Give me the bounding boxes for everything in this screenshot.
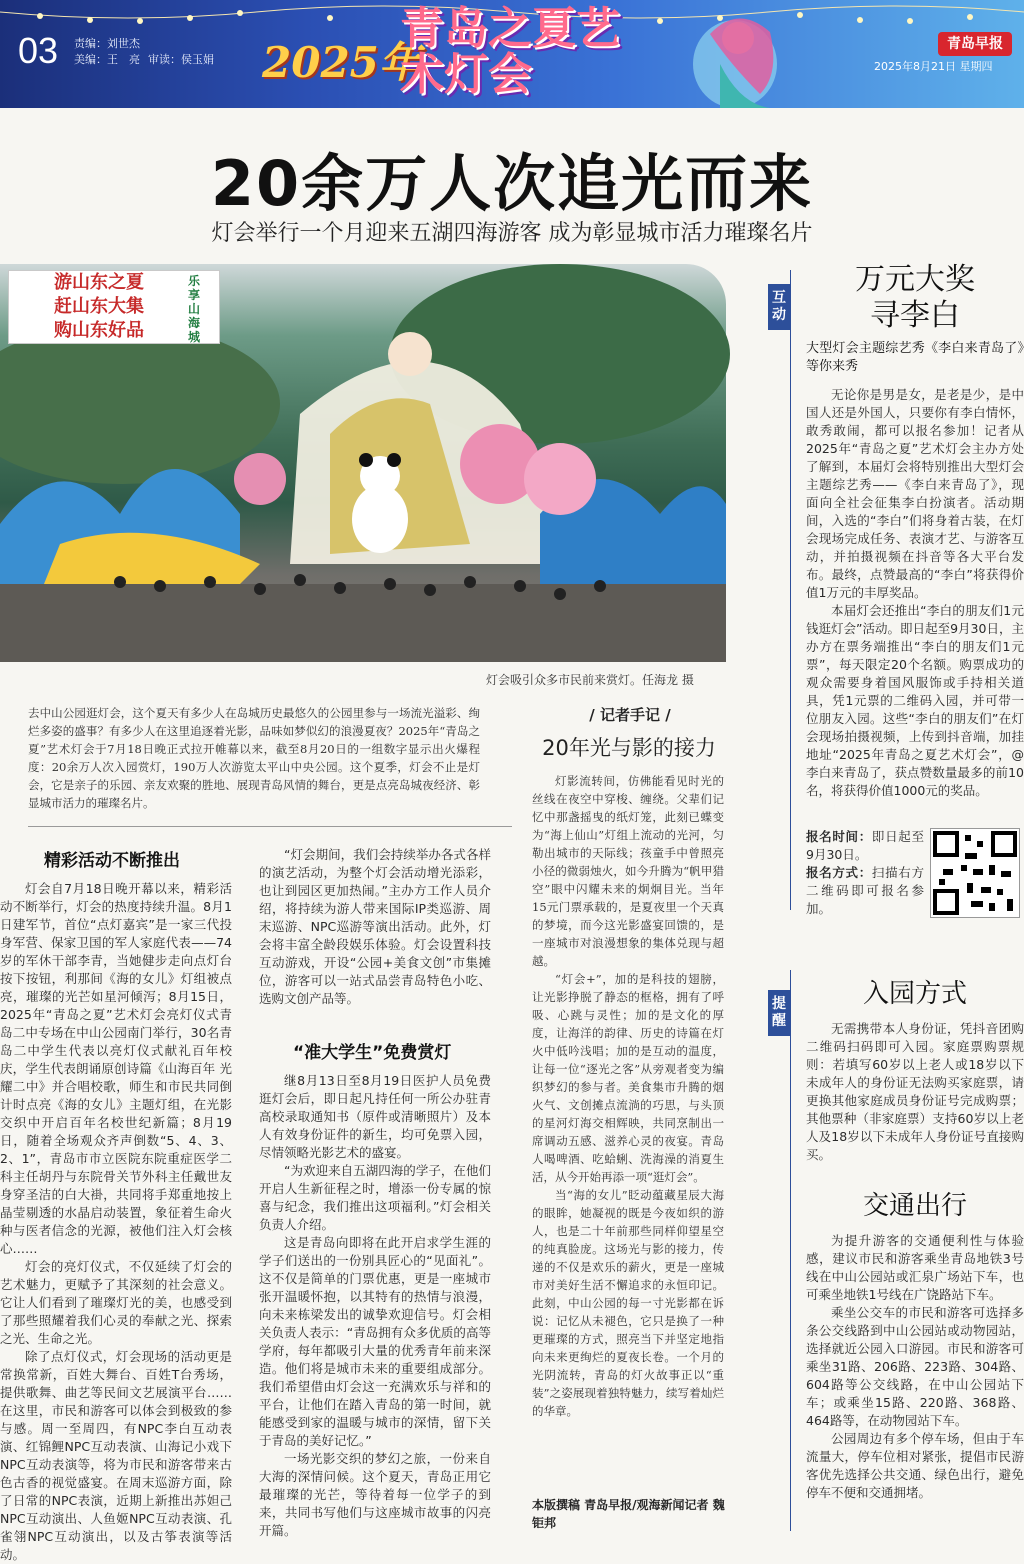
sidebar-title-1-line-2: 寻李白 <box>870 298 960 333</box>
qr-pattern <box>931 829 1019 917</box>
badge-line-1: 游山东之夏 <box>54 272 144 293</box>
sidebar-paragraph-2: 本届灯会还推出“李白的朋友们1元钱逛灯会”活动。即日起至9月30日，主办方在票务端推出“李白的朋友们1元票”，每天限定20个名额。购票成功的观众需要身着国风服饰或手持相关道具，凭1元票的二维码入园，并可带一位朋友入园。这些“李白的朋友们”在灯会现场拍摄视频，上传到抖音端，加挂地址“2025年青岛之夏艺术灯会”，@李白来青岛了，获点赞数量最多的前10名，将获得价值1000元的奖品。 <box>806 603 1024 798</box>
sidebar-tab-reminder: 提醒 <box>768 990 790 1036</box>
editor-credit: 责编：刘世杰 <box>74 37 140 50</box>
notes-paragraph-3: 当“海的女儿”眨动蕴藏星辰大海的眼眸，她凝视的既是今夜如织的游人，也是二十年前那些同样仰望星空的纯真脸庞。这场光与影的接力，传递的不仅是欢乐的薪火，更是一座城市对美好生活不懈追求的永恒印记。此刻，中山公园的每一寸光影都在诉说：记忆从未褪色，它只是换了一种更璀璨的方式，照亮当下并坚定地指向未来更绚烂的夏夜长卷。一个月的光阴流转，青岛的灯火故事正以“重装”之姿展现着独特魅力，续写着灿烂的华章。 <box>532 1188 724 1418</box>
page-subheadline: 灯会举行一个月迎来五湖四海游客 成为彰显城市活力璀璨名片 <box>211 221 813 246</box>
notes-label: / 记者手记 / <box>589 706 671 724</box>
lead-divider <box>28 826 512 827</box>
section-heading-activities: 精彩活动不断推出 <box>44 851 180 871</box>
entry-body <box>806 1020 1024 1182</box>
signup-time-label: 报名时间： <box>806 829 872 844</box>
entry-paragraph: 无需携带本人身份证，凭抖音团购二维码扫码即可入园。家庭票购票规则：若填写60岁以上老人或18岁以下未成年人的身份证无法购买家庭票，请更换其他家庭成员身份证号完成购票；其他票种（非家庭票）支持60岁以上老人及18岁以下未成年人身份证号直接购买。 <box>806 1021 1024 1162</box>
sidebar-title-1-line-1: 万元大奖 <box>855 262 975 297</box>
transport-paragraph-2: 乘坐公交车的市民和游客可选择多条公交线路到中山公园站或动物园站，选择就近公园入口游园。市民和游客可乘坐31路、206路、223路、304路、604路等公交线路，在中山公园站下车；或乘坐15路、220路、368路、464路等，在动物园站下车。 <box>806 1305 1024 1428</box>
sidebar-subtitle-1: 大型灯会主题综艺秀《李白来青岛了》等你来秀 <box>806 341 1024 374</box>
designer-credit: 美编：王 亮 <box>74 53 140 66</box>
sidebar-paragraph-1: 无论你是男是女，是老是少，是中国人还是外国人，只要你有李白情怀，敢秀敢闹，都可以报名参加！记者从2025年“青岛之夏”艺术灯会主办方处了解到，本届灯会将特别推出大型灯会主题综艺秀——《李白来青岛了》，现面向全社会征集李白扮演者。活动期间，入选的“李白”们将身着古装，在灯会现场完成任务、表演才艺、与游客互动，并拍摄视频在抖音等各大平台发布。最终，点赞最高的“李白”将获得价值1万元的丰厚奖品。 <box>806 387 1024 600</box>
lead-paragraph: 去中山公园逛灯会，这个夏天有多少人在岛城历史最悠久的公园里参与一场流光溢彩、绚烂多姿的盛事？有多少人在这里追逐着光影，品味如梦似幻的浪漫夏夜？2025年“青岛之夏”艺术灯会于7月18日晚正式拉开帷幕以来，截至8月20日的一组数字显示出火爆程度：20余万人次入园赏灯，190万人次游览太平山中央公园。这个夏季，灯会不止是灯会，它是亲子的乐园、亲友欢聚的胜地、展现青岛风情的舞台，更是点亮岛城夜经济、彰显城市活力的璀璨名片。 <box>28 706 480 810</box>
transport-paragraph-1: 为提升游客的交通便利性与体验感，建议市民和游客乘坐青岛地铁3号线在中山公园站或汇泉广场站下车，也可乘坐地铁1号线在广饶路站下车。 <box>806 1233 1024 1302</box>
section1-paragraph-3: 除了点灯仪式，灯会现场的活动更是常换常新，百姓大舞台、百姓T台秀场，提供歌舞、曲艺等民间文艺展演平台……在这里，市民和游客可以体会到极致的参与感。周一至周四，有NPC李白互动表演、红锦鲤NPC互动表演、山海记小戏下NPC互动表演等，将为市民和游客带来古色古香的视觉盛宴。在周末巡游方面，除了日常的NPC表演，近期上新推出苏妲己NPC互动演出、人鱼姬NPC互动表演、孔雀翎NPC互动演出，以及古筝表演等活动。 <box>0 1349 232 1562</box>
signup-method-value: 扫描右方二维码即可报名参加。 <box>806 865 924 916</box>
section2-body <box>259 1072 491 1538</box>
sidebar-title-entry: 入园方式 <box>862 979 967 1009</box>
signup-time <box>806 828 924 864</box>
year-logo: 2025年 <box>262 38 421 87</box>
section2-paragraph-2: “为欢迎来自五湖四海的学子，在他们开启人生新征程之时，增添一份专属的惊喜与纪念，我们推出这项福利。”灯会相关负责人介绍。 <box>259 1163 491 1232</box>
section2-paragraph-1: 继8月13日至8月19日医护人员免费逛灯会后，即日起凡持任何一所公办驻青高校录取通知书（原件或清晰照片）及本人有效身份证件的新生，均可免票入园，尽情领略光影艺术的盛宴。 <box>259 1073 491 1160</box>
signup-method-label: 报名方式： <box>806 865 872 880</box>
section1-paragraph-1: 灯会自7月18日晚开幕以来，精彩活动不断举行，灯会的热度持续升温。8月1日建军节，首位“点灯嘉宾”是一家三代投身军营、保家卫国的军人家庭代表——74岁的军休干部李青，当她健步走向点灯台按下按钮，利那间《海的女儿》灯组被点亮，璀璨的光芒如星河倾泻；8月15日，2025年“青岛之夏”艺术灯会亮灯仪式青岛二中专场在中山公园南门举行，30名青岛二中学生代表以亮灯仪式献礼百年校庆，学生代表朗诵原创诗篇《山海百年 光耀二中》并合唱校歌，师生和市民共同倒计时点亮《海的女儿》主题灯组，在光影交织中开启百年名校世纪新篇；8月19日，随着全场观众齐声倒数“5、4、3、2、1”，青岛市市立医院东院重症医学二科主任胡丹与东院骨关节外科主任戴世友身穿圣洁的白大褂，共同将手郑重地按上晶莹剔透的水晶启动装置，象征着生命火种与医者信念的光源，被他们注入灯会核心…… <box>0 881 232 1256</box>
mermaid-illustration <box>660 4 810 108</box>
section1-paragraph-4: “灯会期间，我们会持续举办各式各样的演艺活动，为整个灯会活动增光添彩，也让到园区更加热闹。”主办方工作人员介绍，将持续为游人带来国际IP类巡游、周末巡游、NPC巡游等演出活动。此外，灯会将丰富全龄段娱乐体验。灯会设置科技互动游戏，开设“公园+美食文创”市集摊位，游客可以一站式品尝青岛特色小吃、选购文创产品等。 <box>259 847 491 1006</box>
signup-qr-code[interactable] <box>930 828 1020 918</box>
transport-body <box>806 1232 1024 1531</box>
sidebar-body-1 <box>806 386 1024 816</box>
notes-byline: 本版撰稿 青岛早报/观海新闻记者 魏钜邦 <box>532 1498 725 1530</box>
sidebar-title-transport: 交通出行 <box>862 1191 967 1221</box>
notes-body <box>532 772 724 1492</box>
newspaper-logo: 青岛早报 <box>938 32 1012 56</box>
event-logo: 青岛之夏艺术灯会 <box>400 3 620 100</box>
transport-paragraph-3: 公园周边有多个停车场，但由于车流量大，停车位相对紧张，提倡市民游客优先选择公共交通、绿色出行，避免停车不便和交通拥堵。 <box>806 1431 1024 1500</box>
page-headline: 20余万人次追光而来 <box>210 147 814 220</box>
section1-continued <box>259 846 491 1030</box>
sidebar-divider-1 <box>790 270 791 910</box>
badge-side-text: 乐享山海城 <box>188 274 201 344</box>
notes-paragraph-2: “灯会+”，加的是科技的翅膀，让光影挣脱了静态的框格，拥有了呼吸、心跳与灵性；加的是文化的厚度，让海洋的韵律、历史的诗篇在灯火中低吟浅唱；加的是互动的温度，让每一位“逐光之客”从旁观者变为编织梦幻的参与者。美食集市升腾的烟火气、文创摊点流淌的巧思，与头顶的星河灯海交相辉映，共同烹制出一席调动五感、滋养心灵的夜宴。青岛人喝啤酒、吃蛤蜊、洗海澡的消夏生活，从今开始再添一项“逛灯会”。 <box>532 972 724 1184</box>
signup-method <box>806 864 924 918</box>
section1-paragraph-2: 灯会的亮灯仪式，不仅延续了灯会的艺术魅力，更赋予了其深刻的社会意义。它让人们看到了璀璨灯光的美，也感受到了那些照耀着我们心灵的奉献之光、探索之光、生命之光。 <box>0 1259 232 1346</box>
photo-caption: 灯会吸引众多市民前来赏灯。任海龙 摄 <box>486 673 694 687</box>
sidebar-tab-interaction: 互动 <box>768 284 790 330</box>
section1-body <box>0 880 232 1562</box>
sidebar-divider-2 <box>790 970 791 1531</box>
signup-time-value: 即日起至9月30日。 <box>806 829 924 862</box>
badge-line-3: 购山东好品 <box>54 320 144 341</box>
notes-paragraph-1: 灯影流转间，仿佛能看见时光的丝线在夜空中穿梭、缠绕。父辈们记忆中那盏摇曳的纸灯笼，此刻已蝶变为“海上仙山”灯组上流动的光河，匀勒出城市的天际线；孩童手中曾照亮小径的微弱烛火，如今升腾为“帆甲猎空”眼中闪耀未来的炯炯目光。当年15元门票承载的，是夏夜里一个天真的梦境，而今这光影盛宴回馈的，是一座城市对浪漫想象的集体兑现与超越。 <box>532 774 724 968</box>
badge-line-2: 赶山东大集 <box>54 296 144 317</box>
proofreader-credit: 审读：侯玉娟 <box>148 53 214 66</box>
section2-paragraph-4: 一场光影交织的梦幻之旅，一份来自大海的深情问候。这个夏天，青岛正用它最璀璨的光芒，等待着每一位学子的到来，共同书写他们与这座城市故事的闪亮开篇。 <box>259 1451 491 1538</box>
notes-title: 20年光与影的接力 <box>542 736 716 760</box>
page-number: 03 <box>18 30 59 71</box>
section-heading-students: “准大学生”免费赏灯 <box>293 1043 452 1063</box>
issue-date: 2025年8月21日 星期四 <box>874 60 993 73</box>
section2-paragraph-3: 这是青岛向即将在此开启求学生涯的学子们送出的一份别具匠心的“见面礼”。这不仅是简单的门票优惠，更是一座城市张开温暖怀抱，以其特有的热情与浪漫，向未来栋梁发出的诚挚欢迎信号。灯会相关负责人表示：“青岛拥有众多优质的高等学府，每年都吸引大量的优秀青年前来深造。他们将是城市未来的重要组成部分。我们希望借由灯会这一充满欢乐与祥和的平台，让他们在踏入青岛的第一时间，就能感受到家的温暖与城市的深情，留下关于青岛的美好记忆。” <box>259 1235 491 1448</box>
